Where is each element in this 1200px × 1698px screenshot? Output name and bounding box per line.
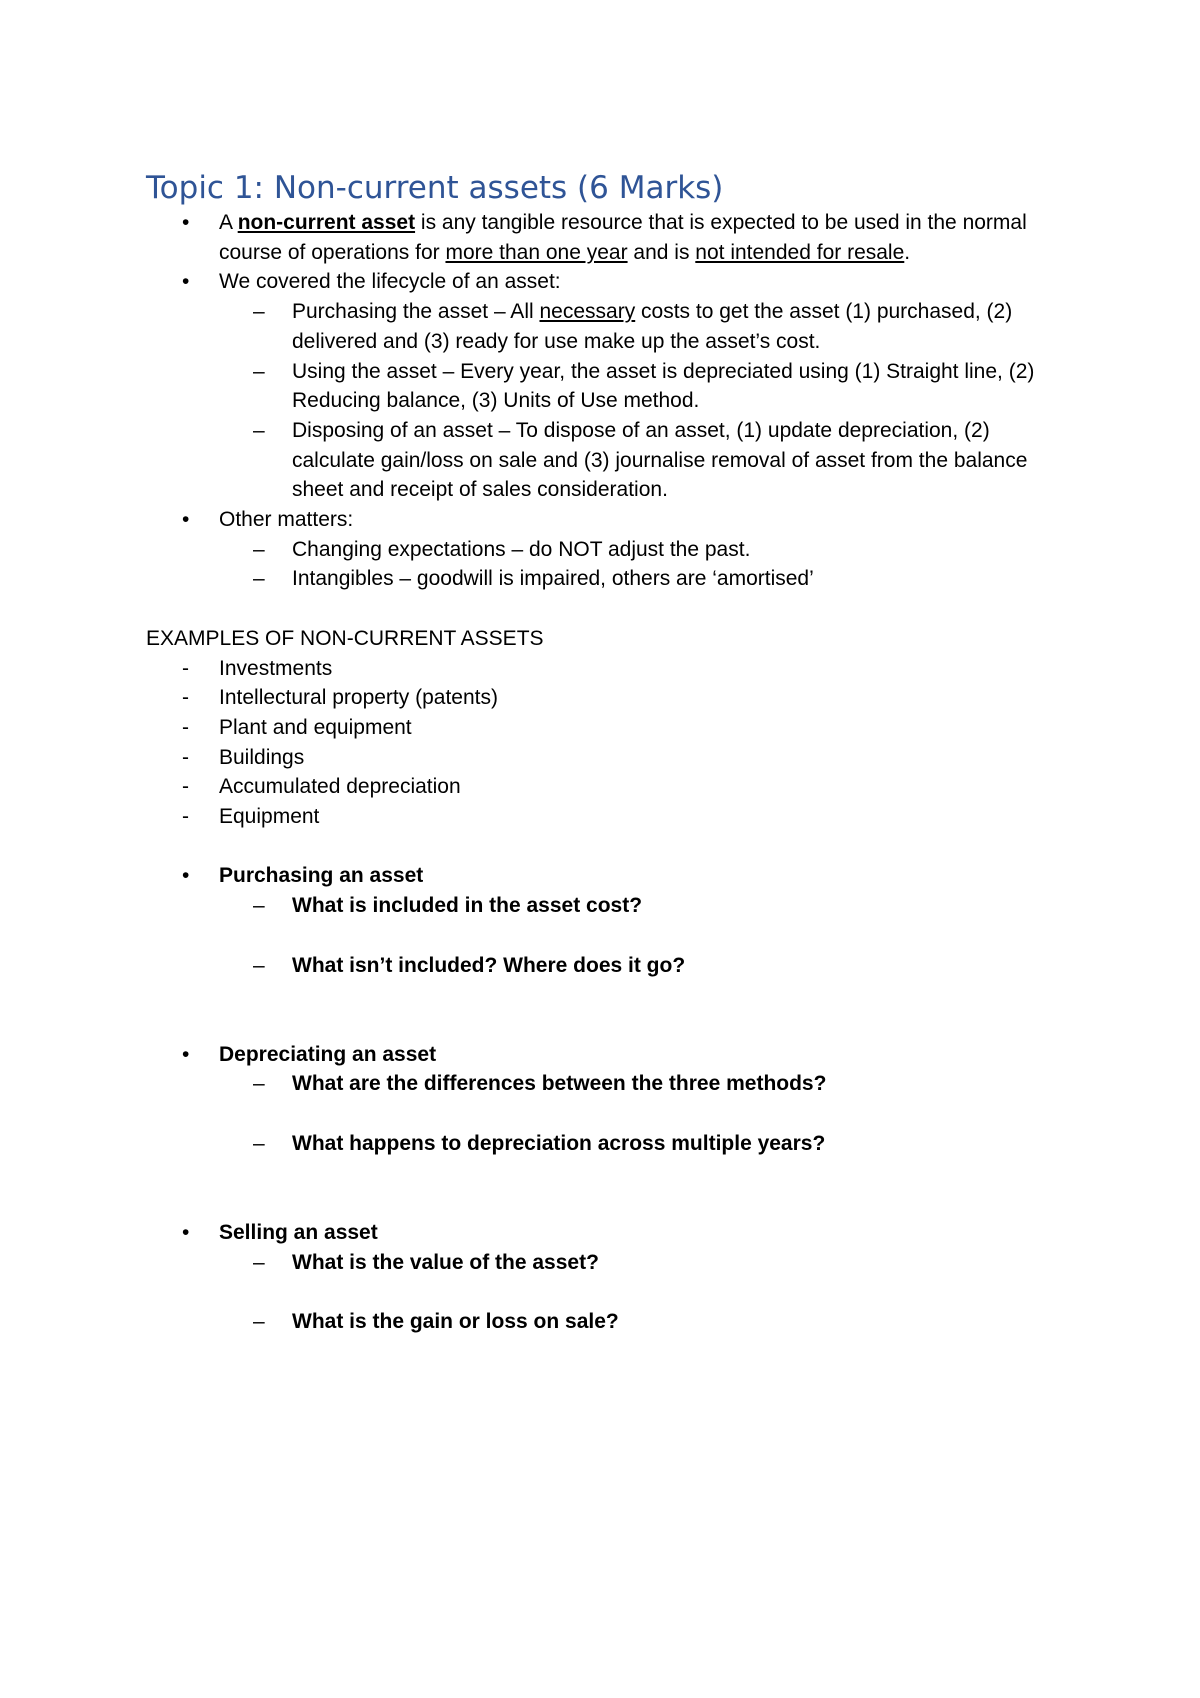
section-question: [146, 951, 1066, 981]
example-item-text: Accumulated depreciation: [219, 775, 461, 799]
example-item: [146, 802, 1066, 832]
using-text: Using the asset – Every year, the asset is depreciated using (1) Straight line, (2) Reducing balance, (3) Units of Use method.: [292, 359, 1035, 413]
bullet-marker: •: [182, 211, 190, 234]
section-question-text: What is included in the asset cost?: [292, 894, 643, 918]
dash-marker: –: [253, 894, 265, 918]
example-item: [146, 654, 1066, 684]
examples-heading: EXAMPLES OF NON-CURRENT ASSETS: [146, 626, 544, 650]
bullet-marker: •: [182, 270, 190, 294]
lifecycle-heading: We covered the lifecycle of an asset:: [219, 270, 561, 294]
section-depreciating: [146, 1040, 1066, 1070]
definition-text-1: A: [219, 211, 238, 234]
section-question-text: What isn’t included? Where does it go?: [292, 953, 686, 977]
example-item-text: Intellectural property (patents): [219, 686, 498, 710]
dash-marker: –: [253, 1131, 265, 1155]
other-item: [146, 535, 1066, 565]
section-question-text: What is the gain or loss on sale?: [292, 1309, 619, 1333]
dash-marker: –: [253, 1250, 265, 1274]
dash-marker: –: [253, 1072, 265, 1096]
document-body: [146, 208, 1066, 1337]
disposing-text: Disposing of an asset – To dispose of an asset, (1) update depreciation, (2) calculate gain/loss on sale and (3) journalise removal of asset from the balance sheet and receipt of sales consideration.: [292, 418, 1028, 502]
example-item: [146, 683, 1066, 713]
bullet-marker: •: [182, 1042, 190, 1066]
page-title: Topic 1: Non-current assets (6 Marks): [146, 170, 724, 206]
example-item: [146, 743, 1066, 773]
bullet-marker: •: [182, 508, 190, 532]
example-item: [146, 713, 1066, 743]
definition-underline-year: more than one year: [445, 240, 628, 264]
section-question: [146, 1069, 1066, 1099]
section-heading: Depreciating an asset: [219, 1042, 437, 1066]
dash-marker: –: [253, 359, 265, 383]
section-heading: Selling an asset: [219, 1220, 378, 1244]
definition-text-2: is any tangible resource that is expected to be used in the normal course of operations for: [219, 211, 1027, 264]
hyphen-marker: -: [182, 805, 189, 829]
hyphen-marker: -: [182, 656, 189, 680]
section-question-text: What is the value of the asset?: [292, 1250, 599, 1274]
section-selling: [146, 1218, 1066, 1248]
lifecycle-using: [146, 357, 1066, 416]
hyphen-marker: -: [182, 745, 189, 769]
dash-marker: –: [253, 567, 265, 591]
section-question-text: What happens to depreciation across multiple years?: [292, 1131, 826, 1155]
bullet-definition: [146, 208, 1066, 267]
dash-marker: –: [253, 300, 265, 324]
definition-underline-resale: not intended for resale: [695, 240, 905, 264]
definition-text-3: and is: [627, 240, 696, 264]
example-item-text: Plant and equipment: [219, 715, 412, 739]
purchasing-text-2: costs to get the asset (1) purchased, (2) delivered and (3) ready for use make up the asset’s cost.: [292, 300, 1013, 353]
hyphen-marker: -: [182, 686, 189, 710]
hyphen-marker: -: [182, 775, 189, 799]
section-question: [146, 891, 1066, 921]
lifecycle-purchasing: [146, 297, 1066, 356]
dash-marker: –: [253, 537, 265, 561]
example-item-text: Investments: [219, 656, 333, 680]
other-heading: Other matters:: [219, 508, 354, 532]
bullet-marker: •: [182, 864, 190, 888]
section-question: [146, 1129, 1066, 1159]
bullet-other-matters: [146, 505, 1066, 535]
section-heading: Purchasing an asset: [219, 864, 424, 888]
definition-text-4: .: [904, 240, 911, 264]
section-question-text: What are the differences between the three methods?: [292, 1072, 827, 1096]
dash-marker: –: [253, 1309, 265, 1333]
example-item-text: Buildings: [219, 745, 305, 769]
dash-marker: –: [253, 418, 265, 442]
example-item-text: Equipment: [219, 805, 320, 829]
bullet-marker: •: [182, 1220, 190, 1244]
bullet-lifecycle: [146, 267, 1066, 297]
definition-term: non-current asset: [237, 211, 416, 234]
purchasing-text-1: Purchasing the asset – All: [292, 300, 540, 324]
section-question: [146, 1307, 1066, 1337]
other-item: [146, 564, 1066, 594]
other-item-text: Changing expectations – do NOT adjust the past.: [292, 537, 751, 561]
purchasing-underline: necessary: [539, 300, 636, 324]
hyphen-marker: -: [182, 715, 189, 739]
example-item: [146, 772, 1066, 802]
dash-marker: –: [253, 953, 265, 977]
section-purchasing: [146, 861, 1066, 891]
other-item-text: Intangibles – goodwill is impaired, others are ‘amortised’: [292, 567, 814, 591]
lifecycle-disposing: [146, 416, 1066, 505]
section-question: [146, 1248, 1066, 1278]
